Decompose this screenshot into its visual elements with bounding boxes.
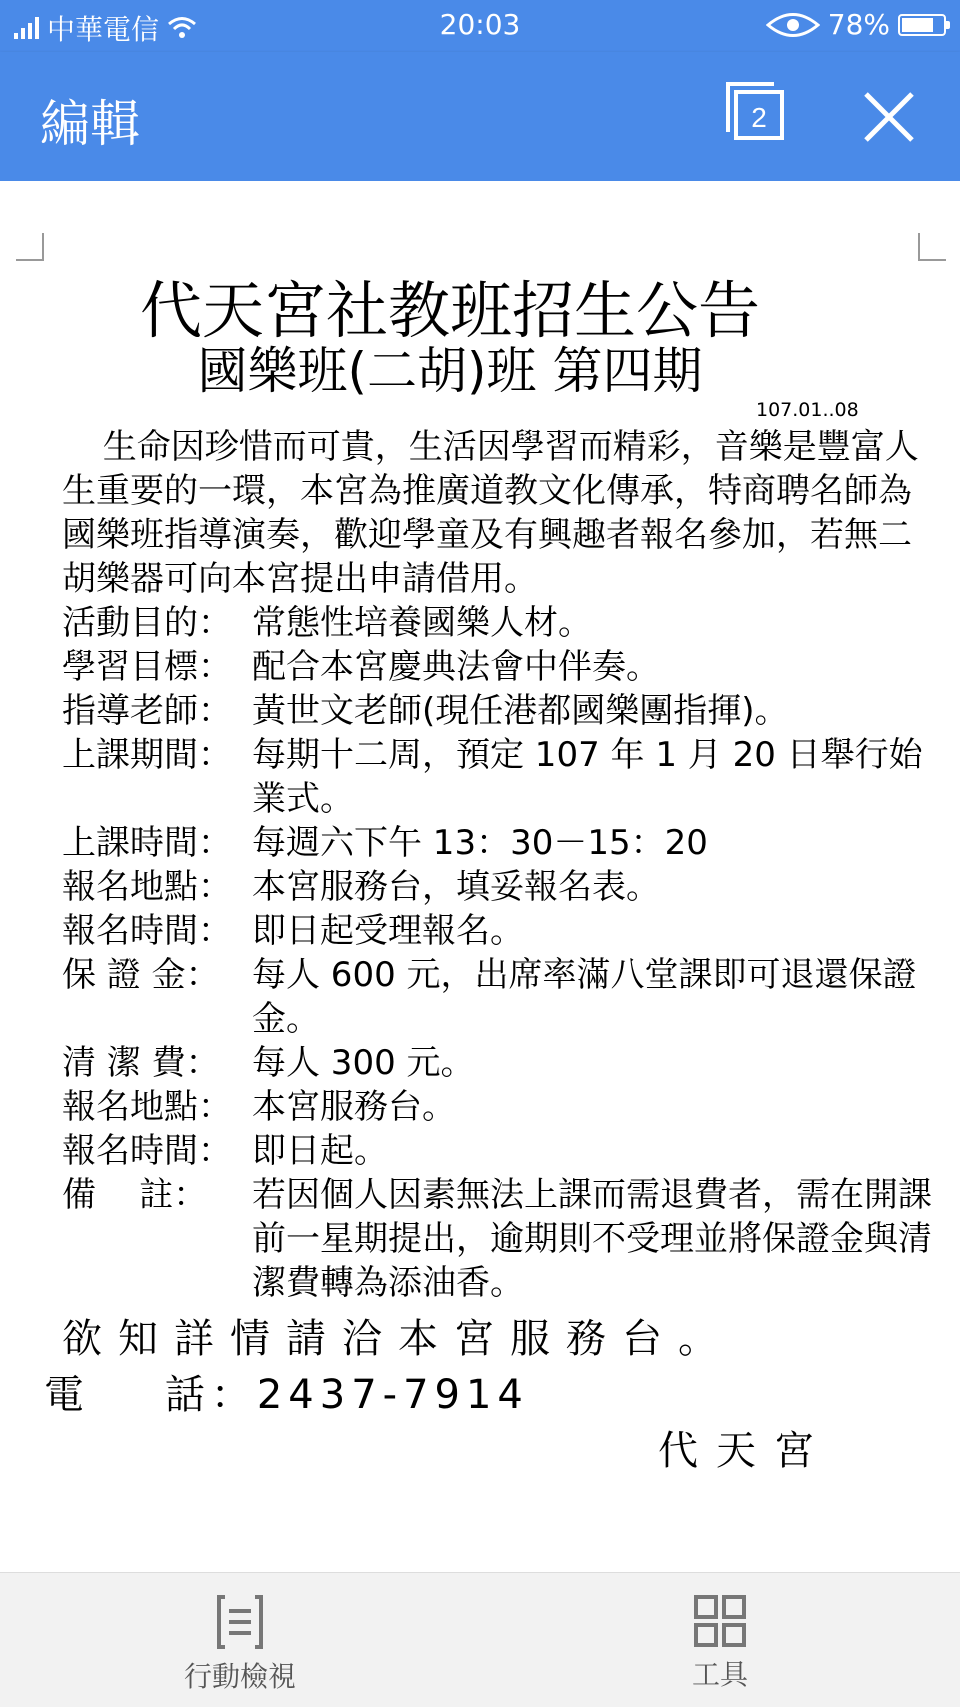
info-label: 備 註： bbox=[62, 1175, 208, 1215]
info-value: 即日起。 bbox=[252, 1131, 388, 1171]
battery-icon bbox=[898, 14, 946, 36]
info-row bbox=[62, 865, 942, 909]
page-title: 編輯 bbox=[40, 95, 140, 153]
info-label: 報名時間： bbox=[62, 1131, 232, 1171]
status-bar bbox=[0, 0, 960, 52]
info-value: 每人 600 元，出席率滿八堂課即可退還保證金。 bbox=[252, 955, 917, 1039]
info-label: 報名地點： bbox=[62, 1087, 232, 1127]
mobile-view-icon bbox=[215, 1595, 265, 1649]
close-button[interactable] bbox=[862, 90, 916, 144]
info-value: 黃世文老師(現任港都國樂團指揮)。 bbox=[252, 691, 789, 731]
info-value: 每週六下午 13：30－15：20 bbox=[252, 823, 708, 863]
info-label: 報名地點： bbox=[62, 867, 232, 907]
info-row bbox=[62, 601, 942, 645]
info-label: 上課時間： bbox=[62, 823, 232, 863]
app-bar bbox=[0, 52, 960, 181]
info-row bbox=[62, 689, 942, 733]
info-row bbox=[62, 953, 942, 1041]
bottom-toolbar bbox=[0, 1572, 960, 1707]
info-label: 保 證 金： bbox=[62, 955, 220, 995]
info-value: 每期十二周，預定 107 年 1 月 20 日舉行始業式。 bbox=[252, 735, 923, 819]
info-label: 清 潔 費： bbox=[62, 1043, 220, 1083]
info-label: 學習目標： bbox=[62, 647, 232, 687]
tabs-button[interactable] bbox=[726, 82, 788, 144]
signature: 代天宮 bbox=[658, 1428, 832, 1474]
info-value: 每人 300 元。 bbox=[252, 1043, 475, 1083]
info-label: 報名時間： bbox=[62, 911, 232, 951]
tools-button[interactable] bbox=[600, 1595, 840, 1693]
info-value: 常態性培養國樂人材。 bbox=[252, 603, 592, 643]
document-title: 代天宮社教班招生公告 bbox=[139, 274, 760, 347]
document-body bbox=[44, 425, 942, 1474]
intro-paragraph: 生命因珍惜而可貴，生活因學習而精彩，音樂是豐富人生重要的一環，本宮為推廣道教文化傳承，特商聘名師為國樂班指導演奏，歡迎學童及有興趣者報名參加，若無二胡樂器可向本宮提出申請借用。 bbox=[62, 427, 919, 599]
info-value: 本宮服務台。 bbox=[252, 1087, 456, 1127]
info-label: 上課期間： bbox=[62, 735, 232, 775]
crop-mark-left bbox=[16, 233, 44, 261]
contact-line: 欲知詳情請洽本宮服務台。 bbox=[62, 1316, 734, 1362]
info-row bbox=[62, 1085, 942, 1129]
info-row bbox=[62, 909, 942, 953]
eye-icon bbox=[766, 12, 820, 38]
tabs-count: 2 bbox=[751, 102, 767, 133]
tools-icon bbox=[694, 1595, 746, 1647]
info-row bbox=[62, 645, 942, 689]
info-label: 指導老師： bbox=[62, 691, 232, 731]
info-row bbox=[62, 1129, 942, 1173]
close-icon bbox=[862, 90, 916, 144]
info-value: 配合本宮慶典法會中伴奏。 bbox=[252, 647, 660, 687]
crop-mark-right bbox=[918, 233, 946, 261]
document-subtitle: 國樂班(二胡)班 第四期 bbox=[197, 342, 703, 400]
info-value: 本宮服務台，填妥報名表。 bbox=[252, 867, 660, 907]
phone-line: 電 話：2437-7914 bbox=[44, 1372, 529, 1418]
info-label: 活動目的： bbox=[62, 603, 232, 643]
mobile-view-label: 行動檢視 bbox=[183, 1660, 296, 1693]
info-value: 即日起受理報名。 bbox=[252, 911, 524, 951]
carrier-label: 中華電信 bbox=[47, 13, 160, 46]
document-view[interactable] bbox=[0, 181, 960, 1572]
document-date: 107.01..08 bbox=[756, 399, 859, 421]
battery-fill bbox=[902, 18, 933, 32]
info-value: 若因個人因素無法上課而需退費者，需在開課前一星期提出，逾期則不受理並將保證金與清潔費轉為添油香。 bbox=[252, 1175, 932, 1303]
tools-label: 工具 bbox=[691, 1658, 748, 1691]
info-row bbox=[62, 1041, 942, 1085]
clock: 20:03 bbox=[439, 8, 521, 41]
mobile-view-button[interactable] bbox=[120, 1595, 360, 1695]
info-row bbox=[62, 821, 942, 865]
info-row bbox=[62, 733, 942, 821]
info-row bbox=[62, 1173, 942, 1305]
tabs-icon bbox=[726, 82, 788, 144]
battery-percent: 78% bbox=[827, 8, 890, 41]
